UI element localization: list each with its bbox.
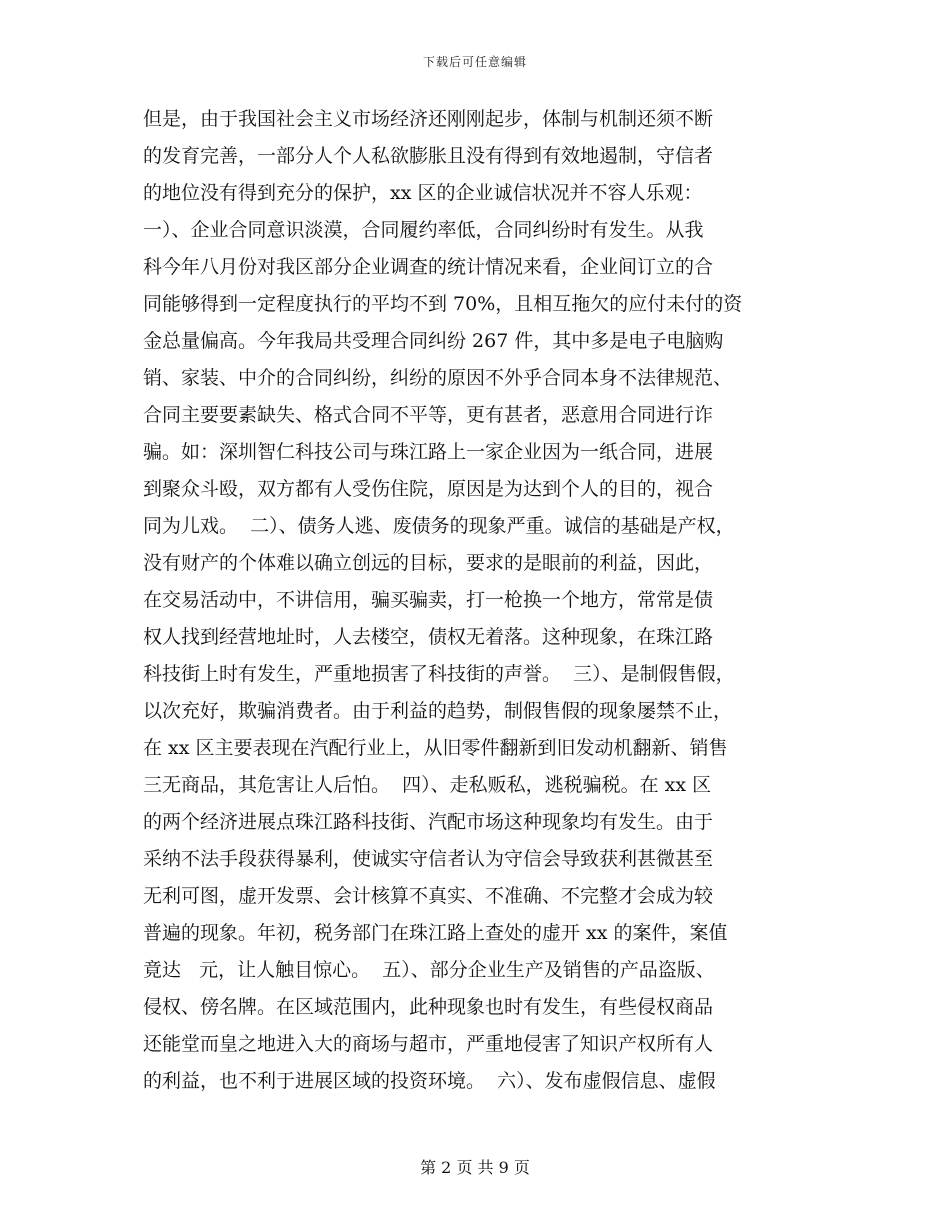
text-line: 在 xx 区主要表现在汽配行业上，从旧零件翻新到旧发动机翻新、销售: [143, 737, 728, 759]
text-line: 到聚众斗殴，双方都有人受伤住院，原因是为达到个人的目的，视合: [143, 478, 714, 500]
text-line: 的两个经济进展点珠江路科技街、汽配市场这种现象均有发生。由于: [143, 811, 714, 833]
text-line: 在交易活动中，不讲信用，骗买骗卖，打一枪换一个地方，常常是债: [143, 589, 714, 611]
text-line: 的利益，也不利于进展区域的投资环境。 六）、发布虚假信息、虚假: [143, 1070, 716, 1092]
text-line: 同为儿戏。 二）、债务人逃、废债务的现象严重。诚信的基础是产权，: [143, 515, 735, 537]
text-line: 销、家装、中介的合同纠纷，纠纷的原因不外乎合同本身不法律规范、: [143, 367, 733, 389]
text-line: 权人找到经营地址时，人去楼空，债权无着落。这种现象，在珠江路: [143, 626, 714, 648]
page-header: 下载后可任意编辑: [422, 55, 527, 69]
text-line: 没有财产的个体难以确立创远的目标，要求的是眼前的利益，因此，: [143, 552, 714, 574]
text-line: 骗。如：深圳智仁科技公司与珠江路上一家企业因为一纸合同，进展: [143, 441, 714, 463]
text-line: 的发育完善，一部分人个人私欲膨胀且没有得到有效地遏制，守信者: [143, 145, 714, 167]
text-line: 竟达 元，让人触目惊心。 五）、部分企业生产及销售的产品盗版、: [143, 959, 715, 981]
page-number-footer: 第 2 页 共 9 页: [420, 1158, 530, 1177]
text-line: 金总量偏高。今年我局共受理合同纠纷 267 件，其中多是电子电脑购: [143, 330, 724, 352]
text-line: 同能够得到一定程度执行的平均不到 70%，且相互拖欠的应付未付的资: [143, 293, 743, 315]
text-line: 无利可图，虚开发票、会计核算不真实、不准确、不完整才会成为较: [143, 885, 714, 907]
text-line: 合同主要要素缺失、格式合同不平等，更有甚者，恶意用合同进行诈: [143, 404, 714, 426]
text-line: 科技街上时有发生，严重地损害了科技街的声誉。 三）、是制假售假，: [143, 663, 735, 685]
text-line: 普遍的现象。年初，税务部门在珠江路上查处的虚开 xx 的案件，案值: [143, 922, 728, 944]
text-line: 采纳不法手段获得暴利，使诚实守信者认为守信会导致获利甚微甚至: [143, 848, 714, 870]
text-line: 还能堂而皇之地进入大的商场与超市，严重地侵害了知识产权所有人: [143, 1033, 714, 1055]
text-line: 一）、企业合同意识淡漠，合同履约率低，合同纠纷时有发生。从我: [143, 219, 704, 241]
text-line: 科今年八月份对我区部分企业调查的统计情况来看，企业间订立的合: [143, 256, 714, 278]
text-line: 侵权、傍名牌。在区域范围内，此种现象也时有发生，有些侵权商品: [143, 996, 714, 1018]
text-line: 但是，由于我国社会主义市场经济还刚刚起步，体制与机制还须不断: [143, 108, 714, 130]
text-line: 以次充好，欺骗消费者。由于利益的趋势，制假售假的现象屡禁不止，: [143, 700, 733, 722]
text-line: 的地位没有得到充分的保护，xx 区的企业诚信状况并不容人乐观：: [143, 182, 703, 204]
text-line: 三无商品，其危害让人后怕。 四）、走私贩私，逃税骗税。在 xx 区: [143, 774, 712, 796]
